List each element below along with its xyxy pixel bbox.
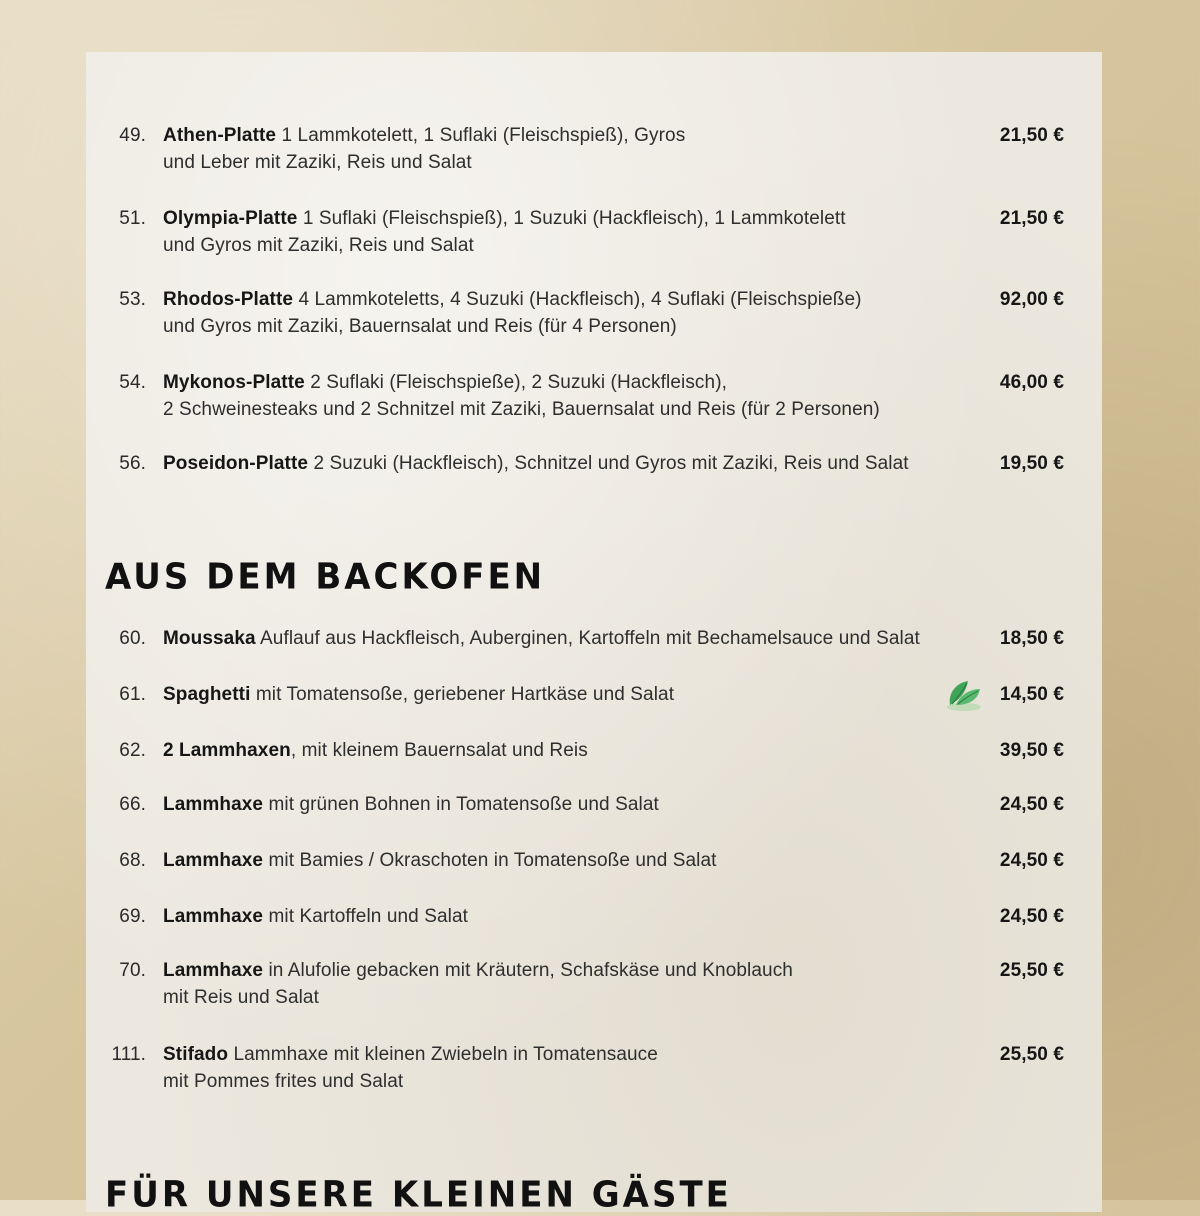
item-name: Olympia-Platte	[163, 208, 298, 229]
item-number: 49.	[119, 125, 146, 146]
item-description-line2: und Gyros mit Zaziki, Reis und Salat	[163, 235, 474, 256]
item-description: Lammhaxe mit kleinen Zwiebeln in Tomatensauce	[228, 1044, 658, 1065]
item-description-line2: und Leber mit Zaziki, Reis und Salat	[163, 152, 472, 173]
item-description: 1 Suflaki (Fleischspieß), 1 Suzuki (Hackfleisch), 1 Lammkotelett	[297, 208, 846, 229]
item-price: 39,50 €	[999, 740, 1064, 761]
item-number: 66.	[119, 794, 146, 815]
item-number: 111.	[111, 1044, 146, 1065]
item-description-line2: mit Pommes frites und Salat	[163, 1071, 404, 1092]
item-price: 21,50 €	[999, 125, 1064, 146]
item-price: 24,50 €	[999, 794, 1064, 815]
item-text	[163, 205, 993, 259]
item-number: 51.	[119, 208, 146, 229]
menu-page	[86, 52, 1102, 1216]
item-description: mit Bamies / Okraschoten in Tomatensoße und Salat	[263, 850, 717, 871]
item-name: Stifado	[163, 1044, 229, 1065]
item-price: 24,50 €	[999, 850, 1064, 871]
item-price: 18,50 €	[999, 628, 1064, 649]
item-description: mit Tomatensoße, geriebener Hartkäse und Salat	[250, 684, 675, 705]
item-description-line2: und Gyros mit Zaziki, Bauernsalat und Reis (für 4 Personen)	[163, 316, 677, 337]
item-price: 21,50 €	[999, 208, 1064, 229]
item-text	[163, 791, 993, 818]
item-name: Poseidon-Platte	[163, 453, 309, 474]
item-price: 19,50 €	[999, 453, 1064, 474]
item-text	[163, 369, 1003, 423]
item-number: 70.	[119, 960, 146, 981]
section-title-kids: FÜR UNSERE KLEINEN GÄSTE	[105, 1174, 732, 1216]
item-name: Mykonos-Platte	[163, 372, 305, 393]
item-name: Lammhaxe	[163, 794, 264, 815]
item-name: Lammhaxe	[163, 850, 264, 871]
item-name: 2 Lammhaxen	[163, 740, 291, 761]
item-description-line2: 2 Schweinesteaks und 2 Schnitzel mit Zaziki, Bauernsalat und Reis (für 2 Personen)	[163, 399, 880, 420]
item-number: 54.	[119, 372, 146, 393]
item-price: 25,50 €	[999, 1044, 1064, 1065]
item-number: 53.	[119, 289, 146, 310]
item-name: Lammhaxe	[163, 960, 264, 981]
item-description: 2 Suzuki (Hackfleisch), Schnitzel und Gyros mit Zaziki, Reis und Salat	[308, 453, 909, 474]
item-price: 25,50 €	[999, 960, 1064, 981]
item-text	[163, 957, 993, 1011]
item-description: 1 Lammkotelett, 1 Suflaki (Fleischspieß), Gyros	[276, 125, 686, 146]
item-description: mit grünen Bohnen in Tomatensoße und Salat	[263, 794, 659, 815]
item-text	[163, 625, 993, 652]
item-text	[163, 737, 993, 764]
section-title-backofen: AUS DEM BACKOFEN	[105, 556, 546, 598]
item-description-line2: mit Reis und Salat	[163, 987, 319, 1008]
item-description: mit Kartoffeln und Salat	[263, 906, 469, 927]
item-text	[163, 1041, 993, 1095]
item-name: Athen-Platte	[163, 125, 277, 146]
item-text	[163, 847, 993, 874]
item-description: , mit kleinem Bauernsalat und Reis	[290, 740, 588, 761]
item-number: 69.	[119, 906, 146, 927]
item-price: 14,50 €	[999, 684, 1064, 705]
item-price: 46,00 €	[999, 372, 1064, 393]
item-text	[163, 450, 1003, 477]
item-number: 60.	[119, 628, 146, 649]
item-description: Auflauf aus Hackfleisch, Auberginen, Kartoffeln mit Bechamelsauce und Salat	[255, 628, 920, 649]
item-number: 68.	[119, 850, 146, 871]
item-text	[163, 681, 993, 708]
item-number: 62.	[119, 740, 146, 761]
item-number: 56.	[119, 453, 146, 474]
item-description: in Alufolie gebacken mit Kräutern, Schafskäse und Knoblauch	[263, 960, 793, 981]
item-name: Spaghetti	[163, 684, 251, 705]
item-name: Rhodos-Platte	[163, 289, 294, 310]
item-text	[163, 286, 993, 340]
item-text	[163, 903, 993, 930]
item-description: 2 Suflaki (Fleischspieße), 2 Suzuki (Hackfleisch),	[304, 372, 727, 393]
item-text	[163, 122, 993, 176]
item-description: 4 Lammkoteletts, 4 Suzuki (Hackfleisch), 4 Suflaki (Fleischspieße)	[293, 289, 862, 310]
item-price: 24,50 €	[999, 906, 1064, 927]
item-number: 61.	[119, 684, 146, 705]
item-price: 92,00 €	[999, 289, 1064, 310]
item-name: Lammhaxe	[163, 906, 264, 927]
vegetarian-leaf-icon	[944, 677, 984, 713]
item-name: Moussaka	[163, 628, 256, 649]
